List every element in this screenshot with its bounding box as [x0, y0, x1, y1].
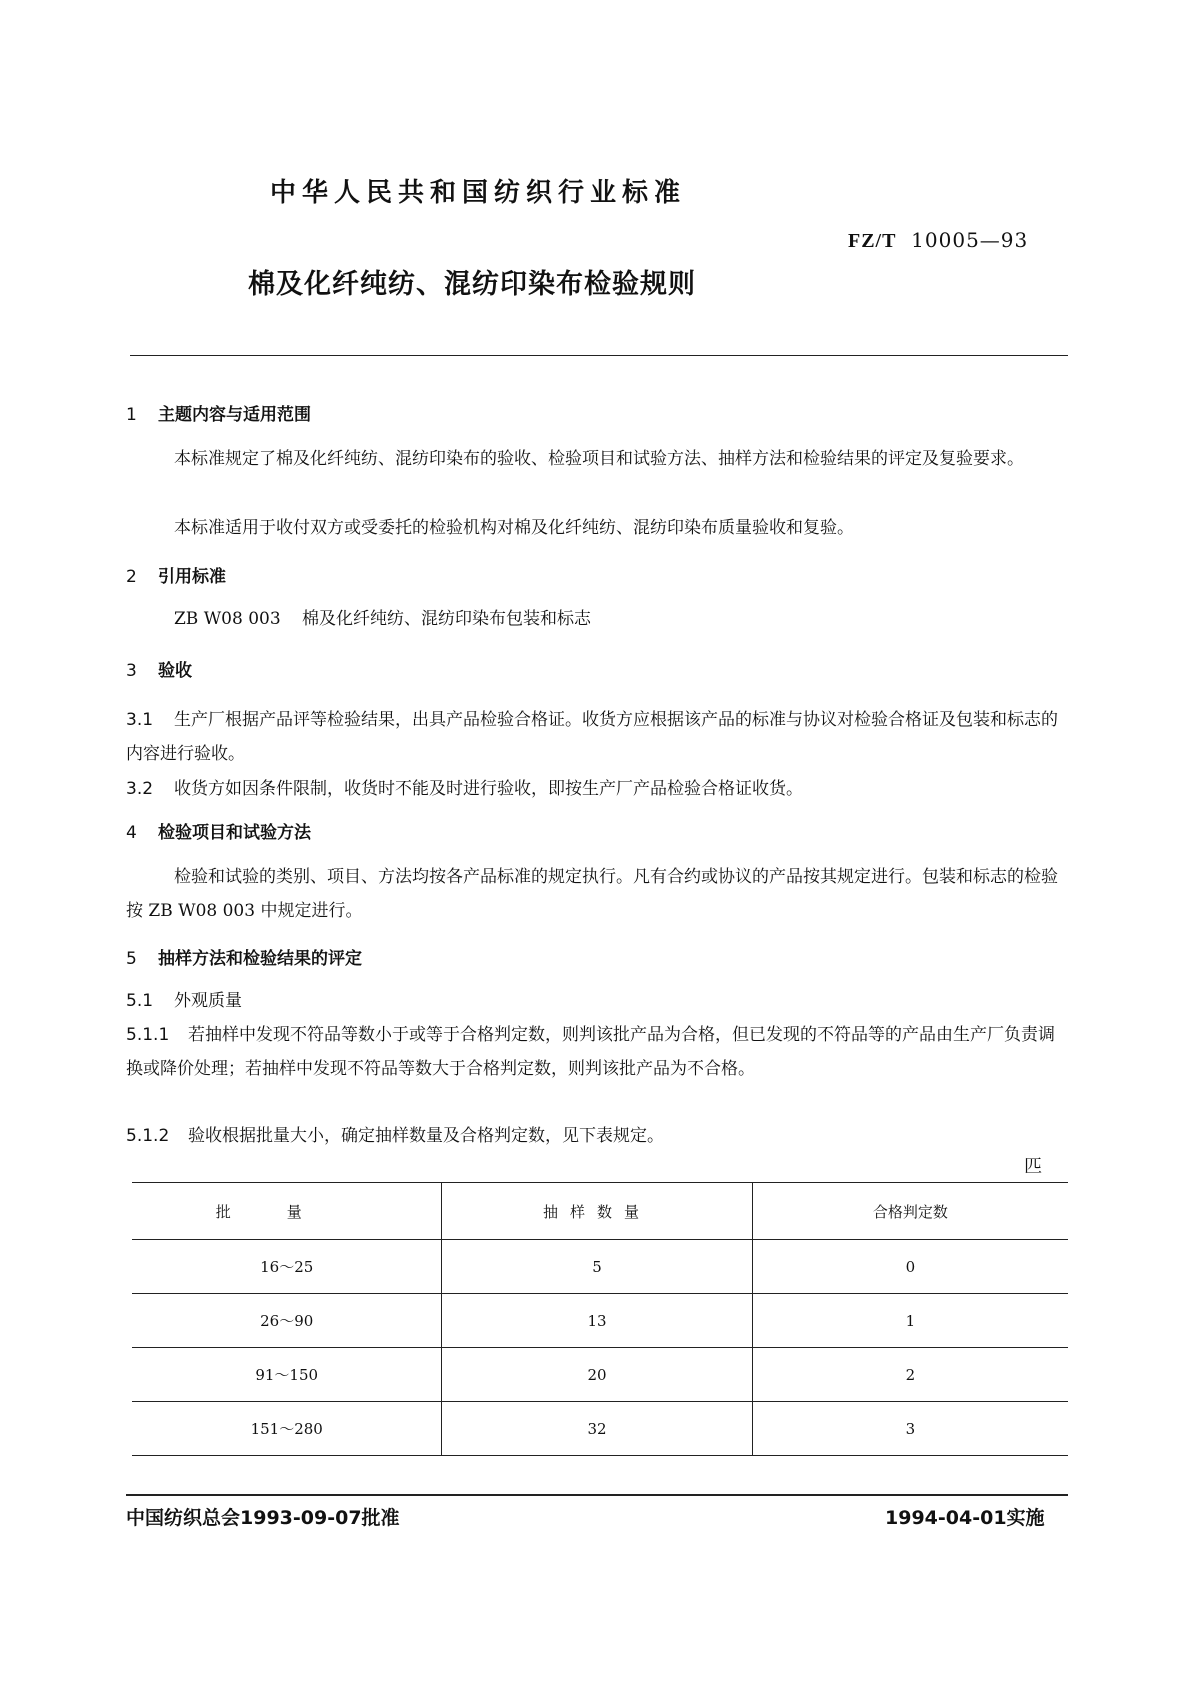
- section-1-heading: [126, 400, 311, 425]
- section-1-paragraph-1: 本标准规定了棉及化纤纯纺、混纺印染布的验收、检验项目和试验方法、抽样方法和检验结果的评定及复验要求。: [174, 449, 1024, 469]
- table-unit-label: 匹: [1024, 1156, 1042, 1177]
- clause-text: 若抽样中发现不符品等数小于或等于合格判定数，则判该批产品为合格，但已发现的不符品等的产品由生产厂负责调换或降价处理；若抽样中发现不符品等数大于合格判定数，则判该批产品为不合格。: [126, 1025, 1055, 1079]
- clause-number: 5.1.2: [126, 1126, 170, 1146]
- section-title: 主题内容与适用范围: [158, 405, 311, 425]
- table-row: [132, 1402, 1068, 1456]
- title-divider: [130, 355, 1068, 356]
- clause-text: 生产厂根据产品评等检验结果，出具产品检验合格证。收货方应根据该产品的标准与协议对检验合格证及包装和标志的内容进行验收。: [126, 710, 1058, 764]
- clause-number: 3.2: [126, 779, 154, 799]
- section-number: 2: [126, 567, 137, 587]
- sample-size-cell: 20: [442, 1348, 752, 1402]
- section-1-paragraph-2: 本标准适用于收付双方或受委托的检验机构对棉及化纤纯纺、混纺印染布质量验收和复验。: [174, 518, 854, 538]
- standard-code: [848, 228, 1028, 253]
- batch-size-cell: 16～25: [132, 1240, 442, 1294]
- table-row: [132, 1240, 1068, 1294]
- section-3-heading: [126, 656, 192, 681]
- clause-text: 外观质量: [174, 991, 242, 1011]
- batch-size-cell: 151～280: [132, 1402, 442, 1456]
- clause-text: 验收根据批量大小，确定抽样数量及合格判定数，见下表规定。: [188, 1126, 664, 1146]
- section-2-heading: [126, 562, 226, 587]
- sample-size-cell: 32: [442, 1402, 752, 1456]
- clause-3-2: [126, 772, 1066, 806]
- batch-size-cell: 91～150: [132, 1348, 442, 1402]
- batch-size-cell: 26～90: [132, 1294, 442, 1348]
- referenced-standard: [174, 604, 591, 629]
- clause-number: 5.1: [126, 991, 154, 1011]
- sampling-table: [132, 1182, 1068, 1456]
- clause-3-1: [126, 703, 1066, 771]
- header-sample-size: 抽样数量: [442, 1183, 752, 1240]
- footer-divider: [126, 1494, 1068, 1496]
- table-header-row: [132, 1183, 1068, 1240]
- clause-5-1-1: [126, 1018, 1066, 1086]
- section-number: 1: [126, 405, 137, 425]
- header-batch-size: 批量: [132, 1183, 442, 1240]
- acceptance-number-cell: 3: [752, 1402, 1068, 1456]
- section-title: 引用标准: [158, 567, 226, 587]
- acceptance-number-cell: 1: [752, 1294, 1068, 1348]
- sample-size-cell: 5: [442, 1240, 752, 1294]
- approval-date: 中国纺织总会1993-09-07批准: [126, 1507, 400, 1529]
- table-row: [132, 1294, 1068, 1348]
- sample-size-cell: 13: [442, 1294, 752, 1348]
- section-title: 抽样方法和检验结果的评定: [158, 949, 362, 969]
- effective-date: 1994-04-01实施: [885, 1507, 1045, 1529]
- section-4-heading: [126, 818, 311, 843]
- header-acceptance-number: 合格判定数: [752, 1183, 1068, 1240]
- clause-number: 5.1.1: [126, 1025, 170, 1045]
- clause-5-1: [126, 984, 242, 1018]
- acceptance-number-cell: 0: [752, 1240, 1068, 1294]
- document-title: 棉及化纤纯纺、混纺印染布检验规则: [248, 269, 696, 300]
- standard-prefix: FZ/T: [848, 230, 897, 252]
- section-5-heading: [126, 944, 362, 969]
- section-number: 4: [126, 823, 137, 843]
- section-4-paragraph: 检验和试验的类别、项目、方法均按各产品标准的规定执行。凡有合约或协议的产品按其规定进行。包装和标志的检验按 ZB W08 003 中规定进行。: [126, 867, 1058, 921]
- clause-number: 3.1: [126, 710, 154, 730]
- standard-number: 10005—93: [911, 228, 1029, 252]
- section-number: 5: [126, 949, 137, 969]
- referenced-standard-code: ZB W08 003: [174, 609, 281, 629]
- section-title: 验收: [158, 661, 192, 681]
- section-number: 3: [126, 661, 137, 681]
- referenced-standard-title: 棉及化纤纯纺、混纺印染布包装和标志: [302, 609, 591, 629]
- acceptance-number-cell: 2: [752, 1348, 1068, 1402]
- clause-5-1-2: [126, 1119, 1066, 1153]
- issuing-authority: 中华人民共和国纺织行业标准: [270, 178, 687, 208]
- clause-text: 收货方如因条件限制，收货时不能及时进行验收，即按生产厂产品检验合格证收货。: [174, 779, 803, 799]
- section-title: 检验项目和试验方法: [158, 823, 311, 843]
- table-row: [132, 1348, 1068, 1402]
